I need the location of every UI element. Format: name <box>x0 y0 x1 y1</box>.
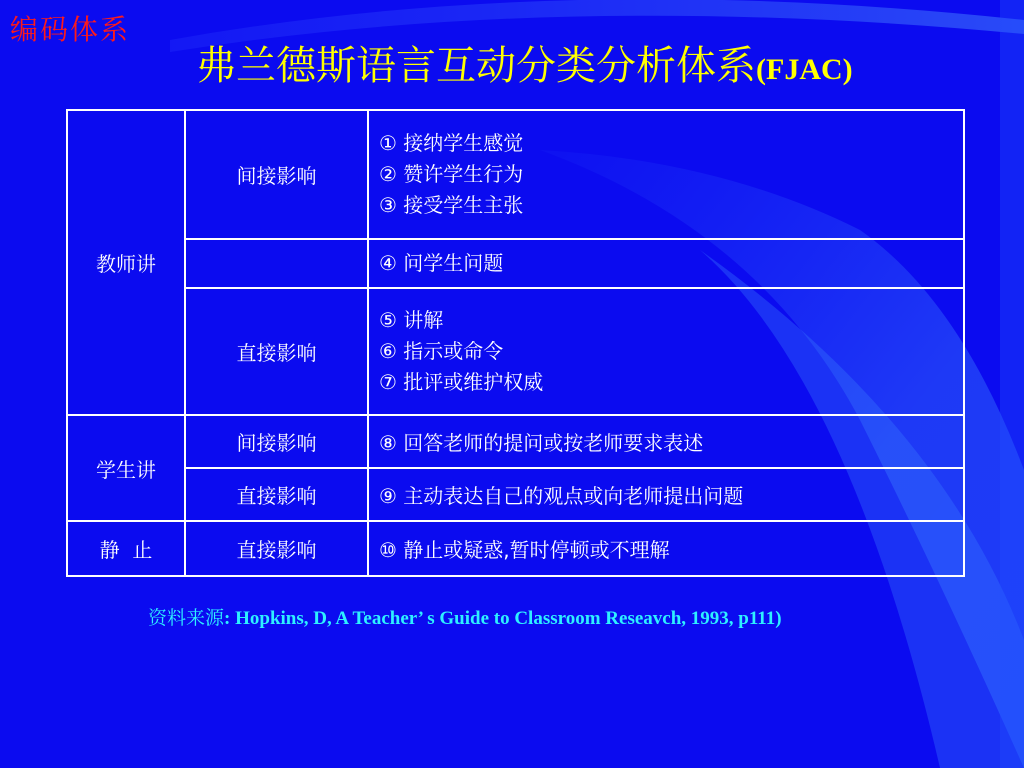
speaker-cell-student: 学生讲 <box>67 415 185 521</box>
right-strip-decoration <box>1000 0 1024 768</box>
speaker-cell-teacher: 教师讲 <box>67 110 185 415</box>
title-suffix: (FJAC) <box>756 53 853 86</box>
source-label: 资料来源 <box>148 607 225 629</box>
title-text: 弗兰德斯语言互动分类分析体系 <box>196 43 756 89</box>
behavior-cell <box>368 288 964 415</box>
fjac-table <box>66 109 965 577</box>
behavior-cell: ⑧ 回答老师的提问或按老师要求表述 <box>368 415 964 468</box>
table-row <box>67 239 964 288</box>
table-row <box>67 521 964 576</box>
source-text: : Hopkins, D, A Teacher’ s Guide to Classroom Reseavch, 1993, p111) <box>224 608 782 629</box>
behavior-item: ⑦ 批评或维护权威 <box>379 370 544 394</box>
influence-cell: 间接影响 <box>185 110 368 239</box>
behavior-cell <box>368 110 964 239</box>
influence-cell: 直接影响 <box>185 468 368 521</box>
source-citation <box>80 603 946 634</box>
behavior-cell: ⑩ 静止或疑惑,暂时停顿或不理解 <box>368 521 964 576</box>
behavior-item: ② 赞许学生行为 <box>379 162 524 186</box>
behavior-cell <box>368 239 964 288</box>
table-row <box>67 288 964 415</box>
table-row <box>67 110 964 239</box>
table-row <box>67 415 964 468</box>
behavior-item: ④ 问学生问题 <box>379 251 504 275</box>
corner-label: 编码体系 <box>10 13 131 46</box>
influence-cell: 直接影响 <box>185 288 368 415</box>
behavior-cell: ⑨ 主动表达自己的观点或向老师提出问题 <box>368 468 964 521</box>
behavior-item: ⑥ 指示或命令 <box>379 339 504 363</box>
behavior-item: ⑤ 讲解 <box>379 308 444 332</box>
influence-cell: 间接影响 <box>185 415 368 468</box>
behavior-item: ① 接纳学生感觉 <box>379 131 524 155</box>
influence-cell <box>185 239 368 288</box>
table-row <box>67 468 964 521</box>
influence-cell: 直接影响 <box>185 521 368 576</box>
behavior-item: ③ 接受学生主张 <box>379 193 524 217</box>
slide-title <box>196 34 853 91</box>
speaker-cell-silence: 静 止 <box>67 521 185 576</box>
